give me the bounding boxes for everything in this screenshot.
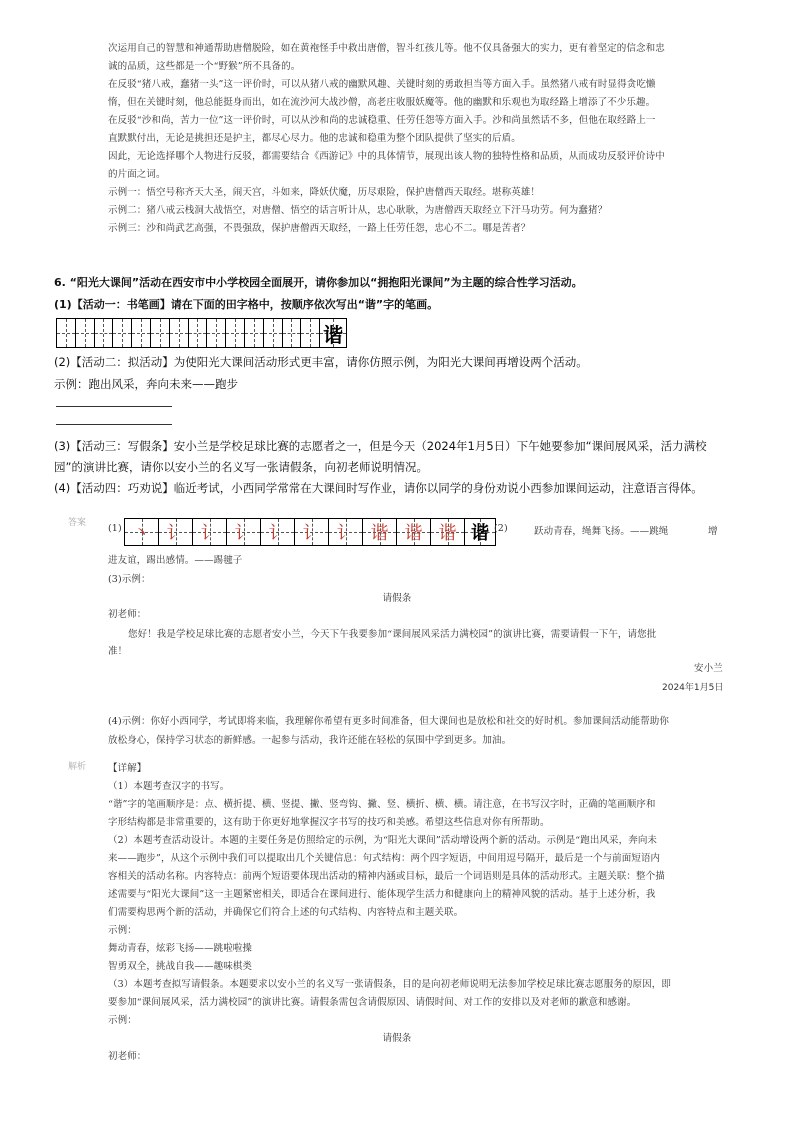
analysis-line: （1）本题考查汉字的书写。 [108, 781, 230, 792]
stroke-step: 讠 [166, 523, 185, 544]
stroke-step: 讠 [302, 523, 321, 544]
stroke-step: 谐 [438, 523, 457, 544]
analysis-line: （2）本题考查活动设计。本题的主要任务是仿照给定的示例，为“阳光大课间”活动增设两个新的活动。示例是“跑出风采，奔向未 [108, 835, 658, 846]
text-line: 示例二：猪八戒云栈洞大战悟空，对唐僧、悟空的话言听计从，忠心耿耿，为唐僧西天取经立下汗马功劳。何为蠢猪？ [108, 205, 608, 216]
text-line: 的片面之词。 [108, 169, 166, 180]
question-part-3: (3)【活动三：写假条】安小兰是学校足球比赛的志愿者之一，但是今天（2024年1月5日）下午她要参加“课间展风采，活力满校 [54, 439, 707, 453]
answer-part-4-line2: 放松身心，保持学习状态的新鲜感。一起参与活动，我许还能在轻松的氛围中学到更多。加油。 [108, 735, 512, 746]
answer-part-4-line1: (4)示例：你好小西同学，考试即将来临，我理解你希望有更多时间准备，但大课间也是放松和社交的好时机。参加课间活动能帮助你 [108, 716, 669, 727]
stroke-order-grid [124, 518, 496, 546]
question-part-4: (4)【活动四：巧劝说】临近考试，小西同学常常在大课间时写作业，请你以同学的身份劝说小西参加课间运动，注意语言得体。 [54, 481, 703, 495]
grid-cell[interactable] [283, 319, 302, 347]
text-line: 在反驳“沙和尚，苦力一位”这一评价时，可以从沙和尚的忠诚稳重、任劳任怨等方面入手。沙和尚虽然话不多，但他在取经路上一 [108, 115, 656, 126]
text-line: 示例一：悟空号称齐天大圣，闹天宫，斗如来，降妖伏魔，历尽艰险，保护唐僧西天取经。堪称英雄！ [108, 187, 541, 198]
stroke-step: 谐 [404, 523, 423, 544]
grid-cell[interactable] [301, 319, 320, 347]
grid-cell[interactable] [151, 319, 170, 347]
grid-character: 谐 [323, 322, 344, 347]
answer-label: 答案 [68, 518, 87, 528]
analysis-heading: 【详解】 [108, 763, 147, 774]
answer-blank-line[interactable] [56, 406, 172, 407]
text-line: 示例三：沙和尚武艺高强，不畏强敌，保护唐僧西天取经，一路上任劳任怨，忠心不二。哪是苦者？ [108, 223, 531, 234]
question-part-3-cont: 园”的演讲比赛，请你以安小兰的名义写一张请假条，向初老师说明情况。 [54, 460, 428, 474]
stroke-step: 谐 [370, 523, 389, 544]
text-line: 诚的品质，这些都是一个“野猴”所不具备的。 [108, 61, 301, 72]
analysis-line: 来——跑步”，从这个示例中我们可以提取出几个关键信息：句式结构：两个四字短语，中间用逗号隔开，最后是一个与前面短语内 [108, 853, 661, 864]
answer-part-3-label: (3)示例： [108, 574, 151, 585]
analysis-note-title: 请假条 [382, 1033, 412, 1044]
question-example: 示例：跑出风采，奔向未来——跑步 [54, 377, 238, 391]
grid-cell[interactable] [170, 319, 189, 347]
analysis-line: 智勇双全，挑战自我——趣味棋类 [108, 961, 253, 972]
answer-part-2-zeng: 增 [708, 526, 718, 537]
analysis-line: 示例： [108, 925, 137, 936]
grid-cell[interactable] [264, 319, 283, 347]
text-line: 直默默付出，无论是挑担还是护主，都尽心尽力。他的忠诚和稳重为整个团队提供了坚实的后盾。 [108, 133, 521, 144]
question-part-1: (1)【活动一：书笔画】请在下面的田字格中，按顺序依次写出“谐”字的笔画。 [54, 298, 439, 311]
answer-blank-line[interactable] [56, 424, 172, 425]
leave-note-date: 2024年1月5日 [662, 683, 724, 693]
writing-grid [56, 318, 347, 348]
grid-cell[interactable] [113, 319, 132, 347]
leave-note-salutation: 初老师： [108, 609, 147, 620]
answer-part-2-label: (2) [494, 523, 508, 534]
analysis-line: “谐”字的笔画顺序是：点、横折提、横、竖提、撇、竖弯钩、撇、竖、横折、横、横。请注意，在书写汉字时，正确的笔画顺序和 [108, 799, 656, 810]
stroke-step: 讠 [268, 523, 287, 544]
grid-cell[interactable] [132, 319, 151, 347]
answer-part-1: (1) [108, 523, 122, 534]
grid-cell[interactable] [245, 319, 264, 347]
leave-note-title: 请假条 [382, 593, 412, 604]
answer-part-2-line2: 进友谊，踢出感情。——踢毽子 [108, 555, 243, 566]
analysis-line: 示例： [108, 1015, 137, 1026]
leave-note-signature: 安小兰 [694, 663, 723, 674]
analysis-line: （3）本题考查拟写请假条。本题要求以安小兰的名义写一张请假条，目的是向初老师说明无法参加学校足球比赛志愿服务的原因，即 [108, 979, 671, 990]
text-line: 在反驳“猪八戒，蠢猪一头”这一评价时，可以从猪八戒的幽默风趣、关键时刻的勇敢担当等方面入手。虽然猪八戒有时显得贪吃懒 [108, 79, 656, 90]
stroke-step: 讠 [200, 523, 219, 544]
grid-cell[interactable] [76, 319, 95, 347]
leave-note-body: 您好！我是学校足球比赛的志愿者安小兰，今天下午我要参加“课间展风采活力满校园”的演讲比赛，需要请假一下午，请您批 [128, 629, 657, 640]
grid-cell-character [320, 319, 346, 347]
text-line: 因此，无论选择哪个人物进行反驳，都需要结合《西游记》中的具体情节，展现出该人物的独特性格和品质，从而成功反驳评价诗中 [108, 151, 665, 162]
analysis-line: 字形结构都是非常重要的，这有助于你更好地掌握汉字书写的技巧和美感。希望这些信息对你有所帮助。 [108, 817, 550, 828]
analysis-line: 容相关的活动名称。内容特点：前两个短语要体现出活动的精神内涵或目标，最后一个词语则是具体的活动形式。主题关联：整个描 [108, 871, 665, 882]
analysis-note-salutation: 初老师： [108, 1051, 147, 1062]
question-part-2: (2)【活动二：拟活动】为使阳光大课间活动形式更丰富，请你仿照示例，为阳光大课间再增设两个活动。 [54, 355, 588, 369]
stroke-step-final: 谐 [471, 523, 489, 544]
leave-note-body-cont: 准！ [108, 646, 128, 657]
grid-cell[interactable] [207, 319, 226, 347]
grid-cell[interactable] [57, 319, 76, 347]
grid-cell[interactable] [226, 319, 245, 347]
text-line: 惰，但在关键时刻，他总能挺身而出，如在流沙河大战沙僧，高老庄收服妖魔等。他的幽默和乐观也为取经路上增添了不少乐趣。 [108, 97, 656, 108]
stroke-step: 丶 [132, 523, 151, 544]
stroke-step: 讠 [234, 523, 253, 544]
analysis-label: 解析 [68, 762, 87, 772]
text-line: 次运用自己的智慧和神通帮助唐僧脱险，如在黄袍怪手中救出唐僧，智斗红孩儿等。他不仅具备强大的实力，更有着坚定的信念和忠 [108, 43, 665, 54]
grid-cell[interactable] [95, 319, 114, 347]
grid-cell[interactable] [189, 319, 208, 347]
analysis-line: 们需要构思两个新的活动，并确保它们符合上述的句式结构、内容特点和主题关联。 [108, 907, 464, 918]
question-title: 6. “阳光大课间”活动在西安市中小学校园全面展开，请你参加以“拥抱阳光课间”为主题的综合性学习活动。 [54, 276, 583, 289]
stroke-step: 讠 [336, 523, 355, 544]
analysis-line: 述需要与“阳光大课间”这一主题紧密相关，即适合在课间进行、能体现学生活力和健康向上的精神风貌的活动。基于上述分析，我 [108, 889, 656, 900]
answer-part-2-line1: 跃动青春，绳舞飞扬。——跳绳 [534, 526, 669, 537]
analysis-line: 要参加“课间展风采，活力满校园”的演讲比赛。请假条需包含请假原因、请假时间、对工作的安排以及对老师的歉意和感谢。 [108, 997, 637, 1008]
analysis-line: 舞动青春，炫彩飞扬——跳啦啦操 [108, 943, 253, 954]
